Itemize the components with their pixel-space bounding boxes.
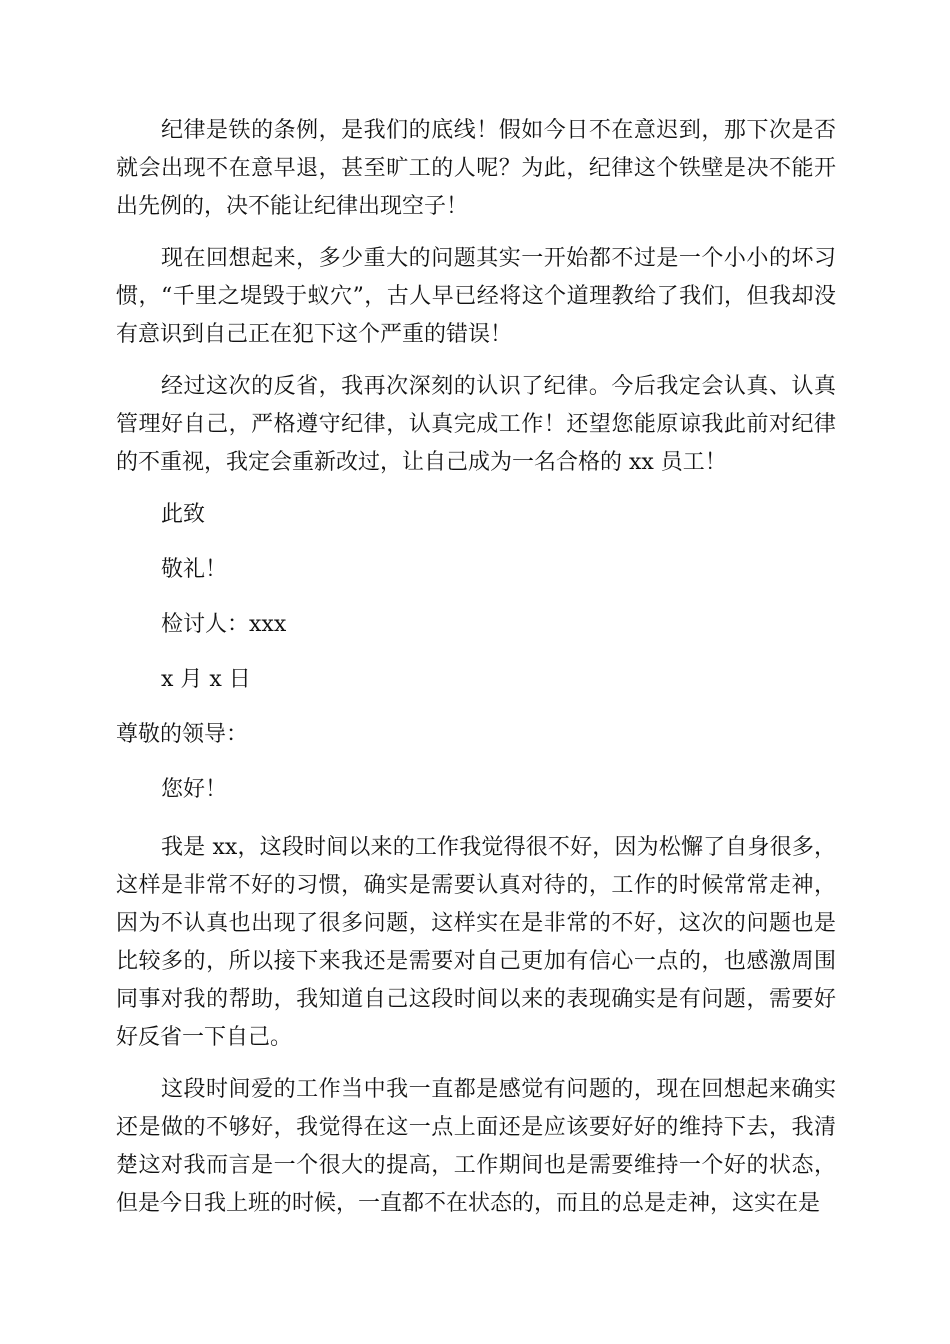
- document-page: [116, 112, 836, 1237]
- paragraph-reflection: 现在回想起来，多少重大的问题其实一开始都不过是一个小小的坏习惯，“千里之堤毁于蚁穴”，古人早已经将这个道理教给了我们，但我却没有意识到自己正在犯下这个严重的错误！: [116, 246, 836, 347]
- signer-line: 检讨人：xxx: [161, 612, 287, 637]
- paragraph-resolution: 经过这次的反省，我再次深刻的认识了纪律。今后我定会认真、认真管理好自己，严格遵守纪律，认真完成工作！还望您能原谅我此前对纪律的不重视，我定会重新改过，让自己成为一名合格的 xx 员工！: [116, 374, 836, 475]
- paragraph-discipline: 纪律是铁的条例，是我们的底线！假如今日不在意迟到，那下次是否就会出现不在意早退，甚至旷工的人呢？为此，纪律这个铁壁是决不能开出先例的，决不能让纪律出现空子！: [116, 118, 836, 219]
- paragraph-work-state: 这段时间爱的工作当中我一直都是感觉有问题的，现在回想起来确实还是做的不够好，我觉得在这一点上面还是应该要好好的维持下去，我清楚这对我而言是一个很大的提高，工作期间也是需要维持一个好的状态，但是今日我上班的时候，一直都不在状态的，而且的总是走神，这实在是: [116, 1077, 836, 1216]
- closing-line-2: 敬礼！: [161, 557, 228, 582]
- paragraph-self-intro: 我是 xx，这段时间以来的工作我觉得很不好，因为松懈了自身很多，这样是非常不好的习惯，确实是需要认真对待的，工作的时候常常走神，因为不认真也出现了很多问题，这样实在是非常的不好，这次的问题也是比较多的，所以接下来我还是需要对自己更加有信心一点的，也感激周围同事对我的帮助，我知道自己这段时间以来的表现确实是有问题，需要好好反省一下自己。: [116, 835, 836, 1050]
- closing-line-1: 此致: [161, 502, 206, 527]
- date-line: x 月 x 日: [161, 667, 251, 692]
- salutation-line: 尊敬的领导：: [116, 722, 249, 747]
- greeting-line: 您好！: [161, 777, 228, 802]
